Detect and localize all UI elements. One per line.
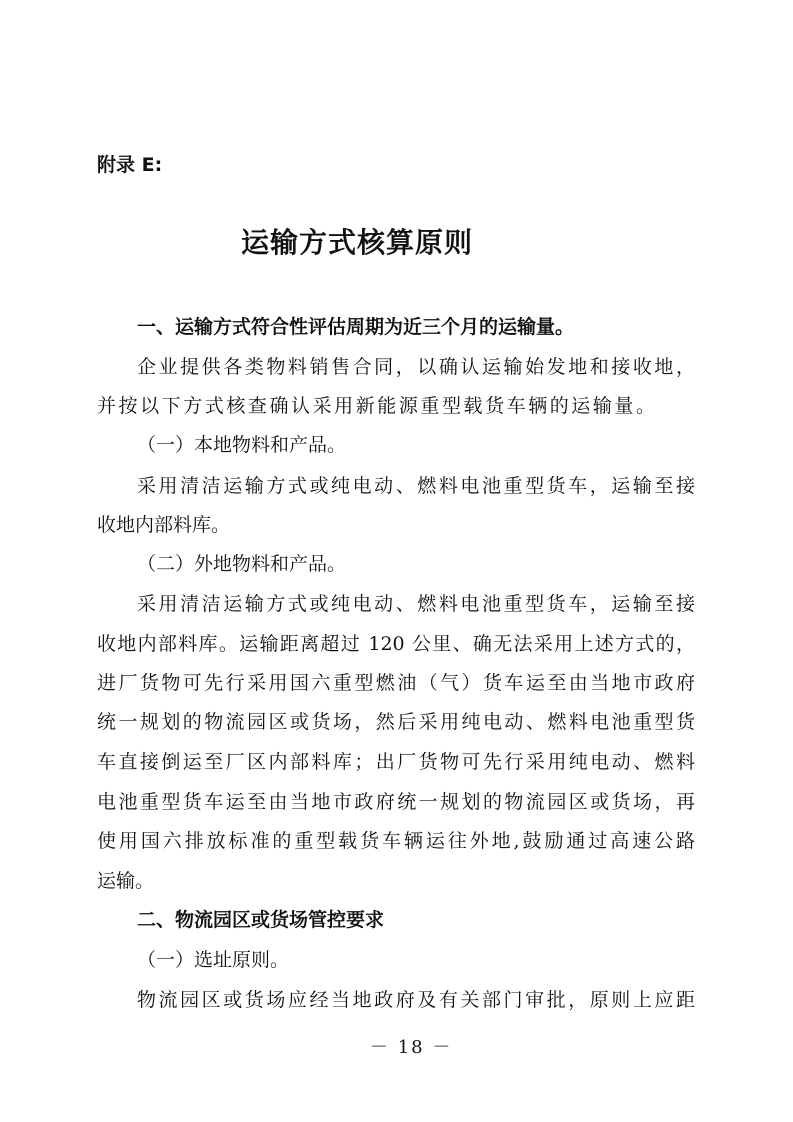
- paragraph-line: 企业提供各类物料销售合同，以确认运输始发地和接收地，: [137, 356, 695, 378]
- paragraph-line: 收地内部料库。: [97, 514, 231, 536]
- subsection-1-heading: （一）本地物料和产品。: [137, 434, 347, 456]
- appendix-label: 附录 E:: [97, 154, 163, 176]
- paragraph-line: 采用清洁运输方式或纯电动、燃料电池重型货车，运输至接: [137, 475, 695, 497]
- paragraph-line: 物流园区或货场应经当地政府及有关部门审批，原则上应距: [137, 989, 695, 1011]
- paragraph-line: 进厂货物可先行采用国六重型燃油（气）货车运至由当地市政府: [97, 672, 695, 694]
- page-number: － 18 －: [370, 1037, 453, 1058]
- paragraph-line: 统一规划的物流园区或货场，然后采用纯电动、燃料电池重型货: [97, 711, 695, 733]
- paragraph-line: 运输。: [97, 870, 155, 892]
- document-title: 运输方式核算原则: [241, 226, 474, 259]
- section-1-heading: 一、运输方式符合性评估周期为近三个月的运输量。: [137, 316, 575, 338]
- paragraph-line: 采用清洁运输方式或纯电动、燃料电池重型货车，运输至接: [137, 593, 695, 615]
- paragraph-line: 并按以下方式核查确认采用新能源重型载货车辆的运输量。: [97, 395, 655, 417]
- paragraph-line: 收地内部料库。运输距离超过 120 公里、确无法采用上述方式的，: [97, 633, 695, 655]
- section-2-heading: 二、物流园区或货场管控要求: [137, 909, 385, 931]
- paragraph-line: 电池重型货车运至由当地市政府统一规划的物流园区或货场，再: [97, 791, 695, 813]
- subsection-1-heading: （一）选址原则。: [137, 949, 290, 971]
- paragraph-line: 车直接倒运至厂区内部料库；出厂货物可先行采用纯电动、燃料: [97, 751, 695, 773]
- subsection-2-heading: （二）外地物料和产品。: [137, 553, 347, 575]
- paragraph-line: 使用国六排放标准的重型载货车辆运往外地,鼓励通过高速公路: [97, 830, 695, 852]
